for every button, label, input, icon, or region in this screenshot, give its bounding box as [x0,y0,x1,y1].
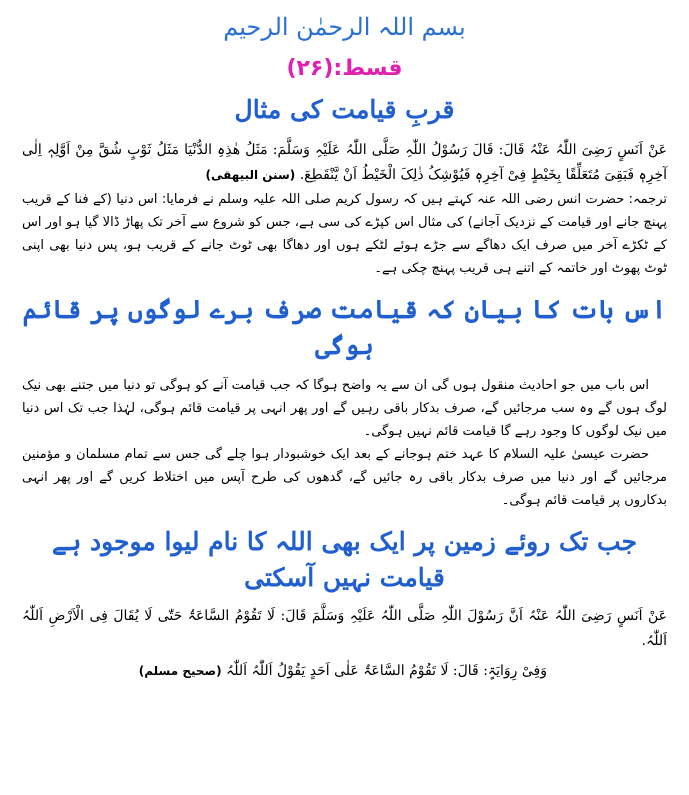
section-3-riwayah-text: وَفِیْ رِوَایَۃٍ: قَالَ: لَا تَقُوْمُ السَّاعَۃُ عَلٰی اَحَدٍ یَقُوْلُ اَللّٰہُ اَللّٰہُ [226,663,547,679]
section-1-hadith-text: عَنْ اَنَسٍ رَضِیَ اللّٰہُ عَنْہُ قَالَ: قَالَ رَسُوْلُ اللّٰہِ صَلَّی اللّٰہُ عَلَیْہِ وَسَلَّمَ: مَثَلُ ھٰذِہِ الدُّنْیَا مَثَلُ ثَوْبٍ شُقَّ مِنْ اَوَّلِہٖ اِلٰی آخِرِہٖ فَبَقِیَ مُتَعَلِّقًا بِخَیْطٍ فِیْ آخِرِہٖ فَیُوْشِکُ ذٰلِکَ الْخَیْطُ اَنْ یَّنْقَطِعَ. [22,142,668,183]
section-1-hadith [22,138,667,188]
section-3-riwayah [22,658,667,684]
section-2-title: اس بات کا بیان کہ قیامت صرف برے لوگوں پر قائم ہوگی [22,295,667,360]
section-2-paragraph-1: اس باب میں جو احادیث منقول ہوں گی ان سے یہ واضح ہوگا کہ جب قیامت آنے کو ہوگی تو دنیا میں جتنے بھی نیک لوگ ہوں گے وہ سب مرجائیں گے، صرف بدکار باقی رہیں گے اور پھر انہی پر قیامت قائم ہوگی، لہٰذا جب تک اس دنیا میں نیک لوگوں کا وجود رہے گا قیامت قائم نہیں ہوگی۔ [22,378,667,439]
section-3-hadith: عَنْ اَنَسٍ رَضِیَ اللّٰہُ عَنْہُ اَنَّ رَسُوْلَ اللّٰہِ صَلَّی اللّٰہُ عَلَیْہِ وَسَلَّمَ قَالَ: لَا تَقُوْمُ السَّاعَۃُ حَتّٰی لَا یُقَالَ فِی الْاَرْضِ اَللّٰہُ اَللّٰہُ. [22,608,667,649]
section-1-title: قربِ قیامت کی مثال [234,95,455,124]
installment-number: قسط:(۲۶) [286,56,403,81]
section-1-translation: ترجمہ: حضرت انس رضی اللہ عنہ کہتے ہیں کہ رسول کریم صلی اللہ علیہ وسلم نے فرمایا: اس دنیا (کے فنا کے قریب پہنچ جانے اور قیامت کے نزدیک آجانے) کی مثال اس کپڑے کی سی ہے، جس کو شروع سے آخر تک پھاڑ ڈالا گیا ہو اور اس کے ٹکڑے آخر میں صرف ایک دھاگے سے جڑے ہوئے لٹکے ہوں اور دھاگا بھی ٹوٹ جانے کے قریب ہو، پس دنیا بھی اپنی ٹوٹ پھوٹ اور خاتمہ کے اتنے ہی قریب پہنچ چکی ہے۔ [22,192,667,276]
bismillah-heading: بسم اللہ الرحمٰن الرحیم [223,13,466,41]
section-1-hadith-source: (سنن البیھقی) [205,168,296,182]
section-2-paragraph-2: حضرت عیسیٰ علیہ السلام کا عہد ختم ہوجانے کے بعد ایک خوشبودار ہوا چلے گی جس سے تمام مسلمان و مؤمنین مرجائیں گے اور دنیا میں صرف بدکار باقی رہ جائیں گے، گدھوں کی طرح آپس میں اختلاط کریں گے اور پھر انہی بدکاروں پر قیامت قائم ہوگی۔ [22,447,667,508]
section-3-riwayah-source: (صحیح مسلم) [138,664,222,678]
section-3-title: جب تک روئے زمین پر ایک بھی اللہ کا نام لیوا موجود ہے قیامت نہیں آسکتی [51,527,638,592]
